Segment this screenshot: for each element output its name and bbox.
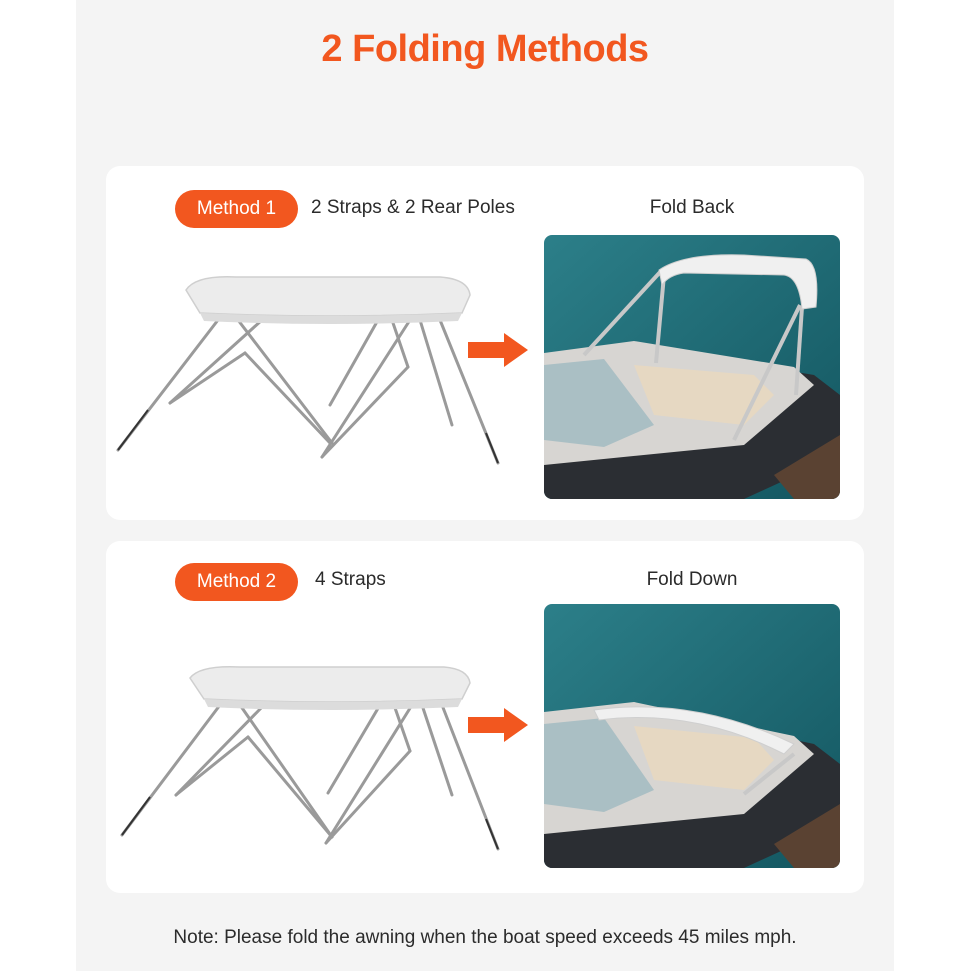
arrow-right-icon (468, 333, 530, 367)
method-2-badge: Method 2 (175, 563, 298, 601)
method-2-result-label: Fold Down (646, 569, 738, 590)
method-2-description: 4 Straps (315, 569, 386, 590)
folding-note: Note: Please fold the awning when the boat speed exceeds 45 miles mph. (173, 927, 797, 948)
bimini-top-illustration-1 (0, 105, 540, 485)
bimini-top-illustration-2 (0, 495, 540, 875)
arrow-right-icon (468, 708, 530, 742)
method-1-description: 2 Straps & 2 Rear Poles (311, 197, 515, 218)
fold-back-photo (544, 235, 840, 499)
page-title: 2 Folding Methods (321, 28, 649, 70)
method-1-badge: Method 1 (175, 190, 298, 228)
fold-down-photo (544, 604, 840, 868)
method-1-result-label: Fold Back (649, 197, 735, 218)
